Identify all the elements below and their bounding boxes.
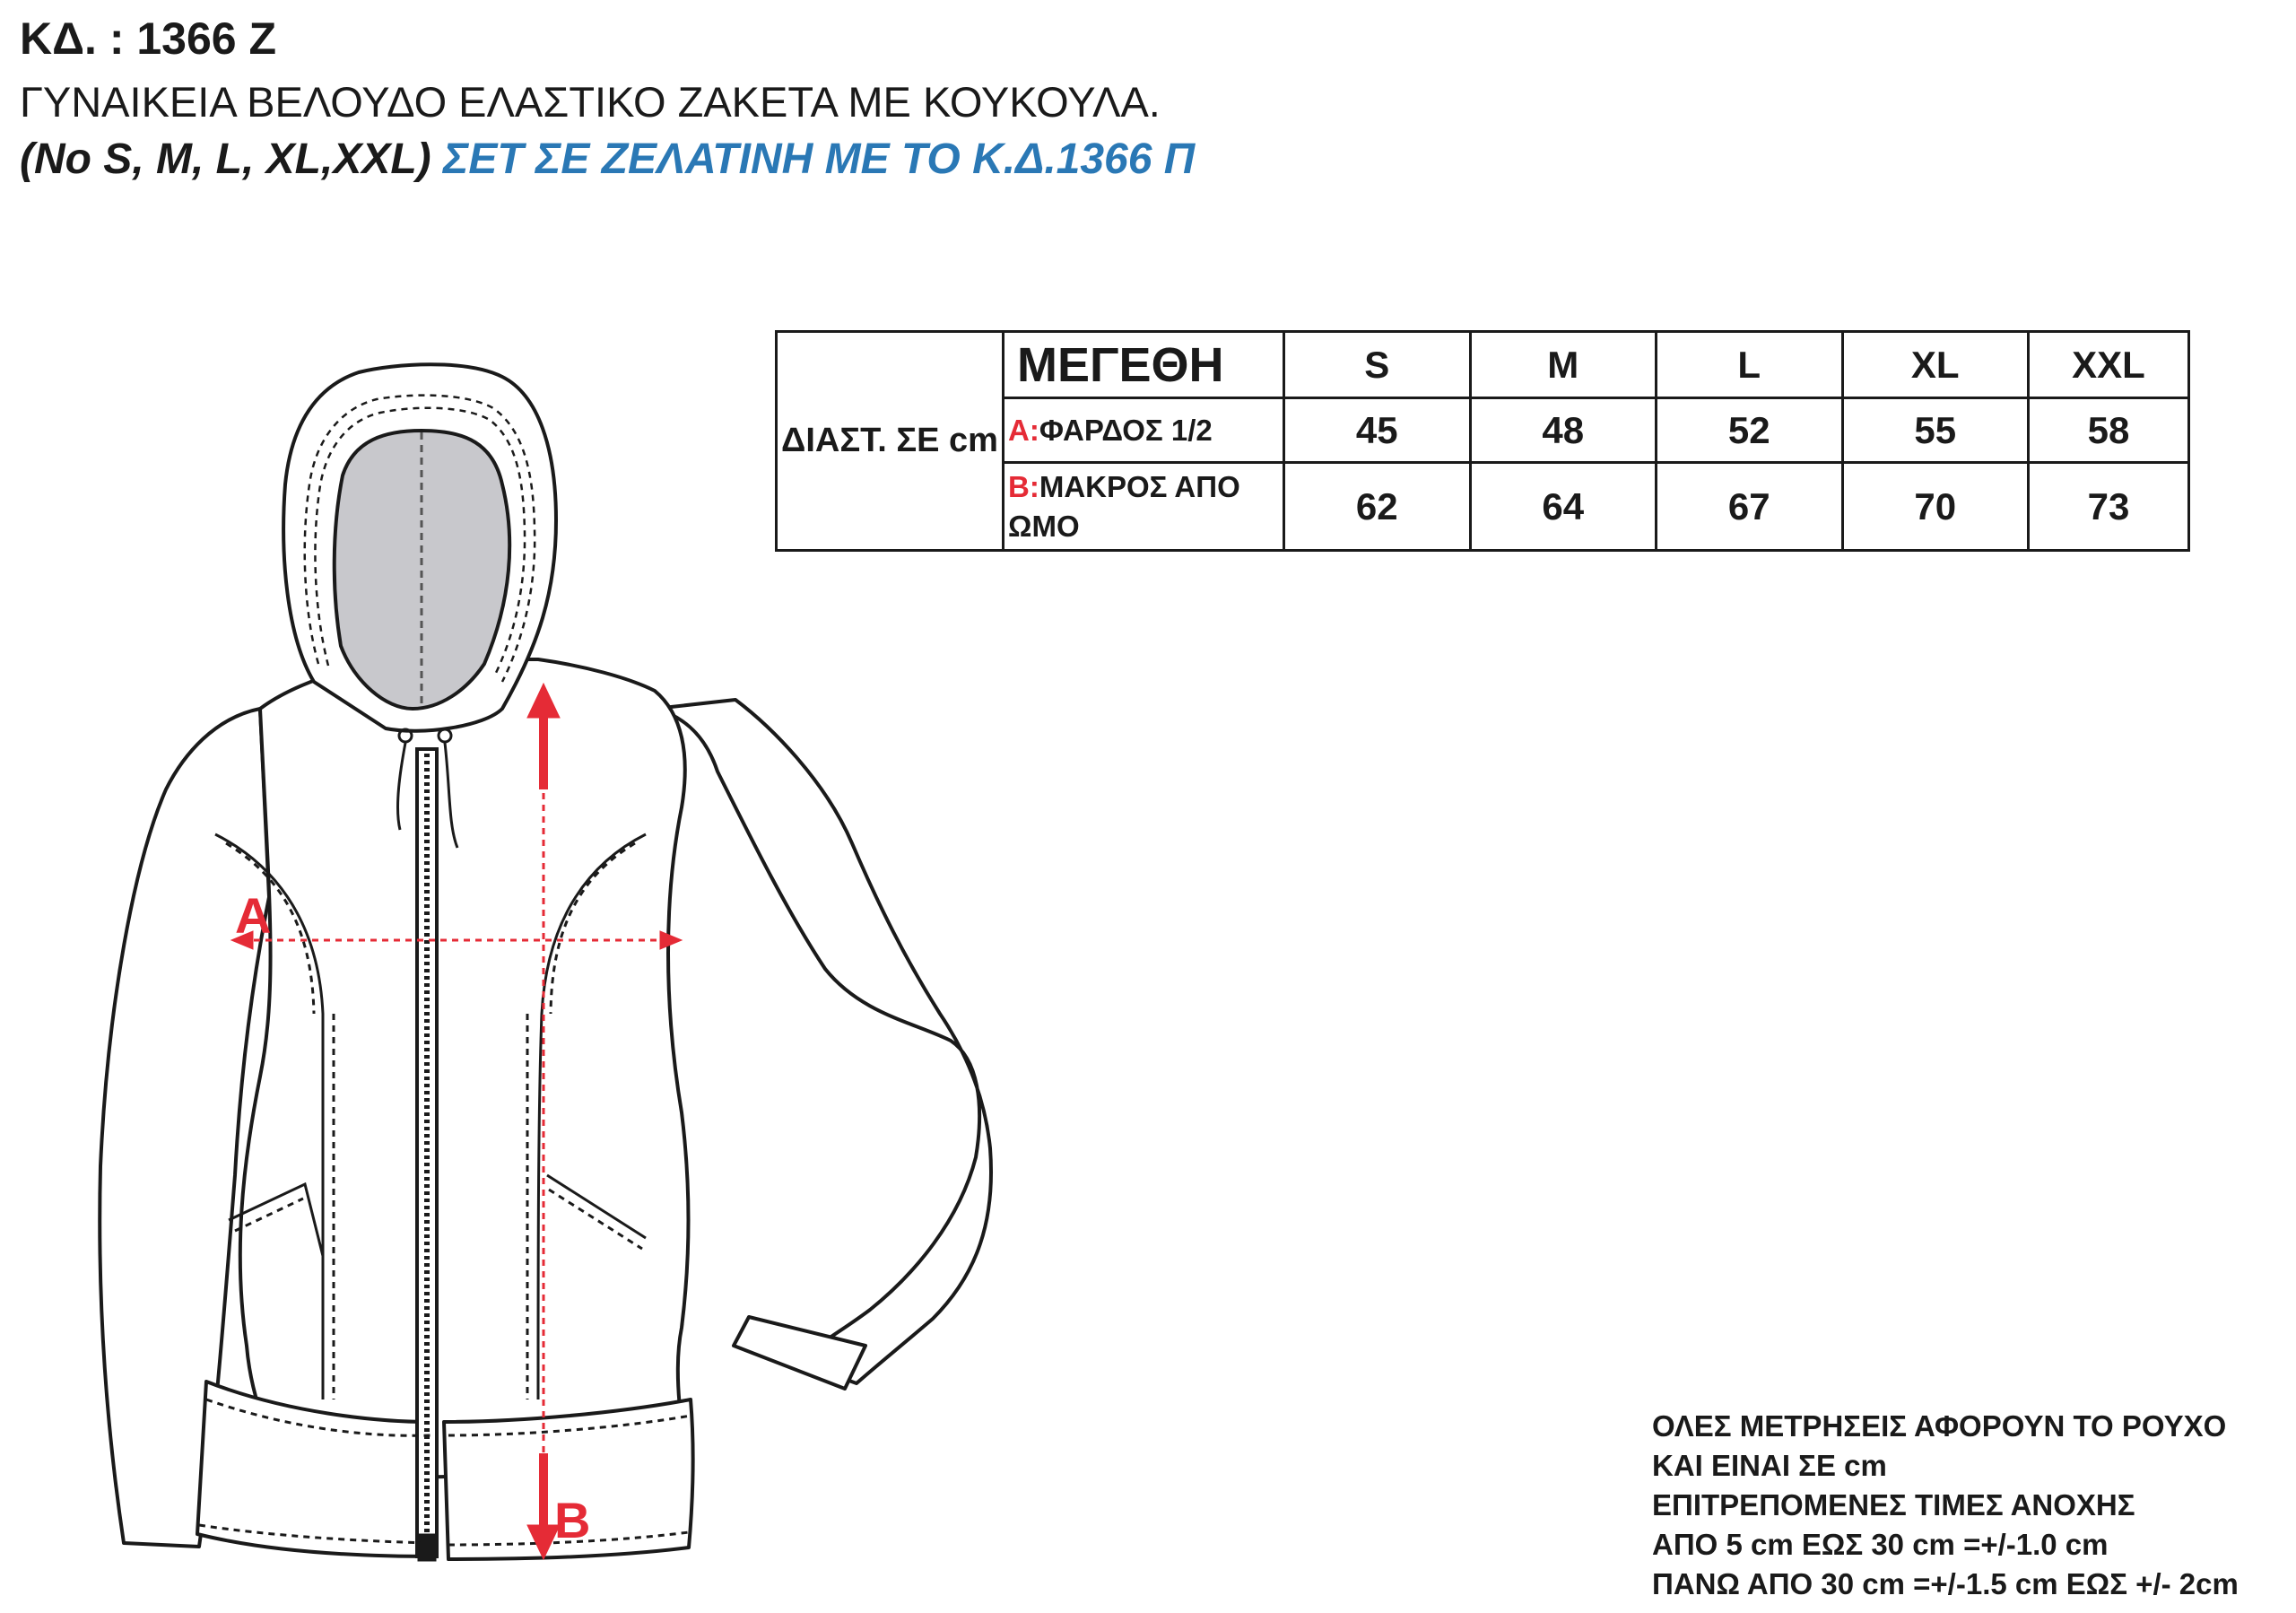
size-col-header: L bbox=[1657, 332, 1843, 398]
size-col-header: XXL bbox=[2029, 332, 2189, 398]
product-code: ΚΔ. : 1366 Ζ bbox=[20, 13, 277, 64]
table-cell: 45 bbox=[1284, 398, 1471, 463]
set-note: ΣΕΤ ΣΕ ΖΕΛΑΤΙΝΗ ΜΕ ΤΟ Κ.Δ.1366 Π bbox=[443, 135, 1196, 183]
table-cell: 70 bbox=[1842, 463, 2029, 551]
size-col-header: XL bbox=[1842, 332, 2029, 398]
size-col-header: S bbox=[1284, 332, 1471, 398]
table-cell: 52 bbox=[1657, 398, 1843, 463]
note-line: ΟΛΕΣ ΜΕΤΡΗΣΕΙΣ ΑΦΟΡΟΥΝ ΤΟ ΡΟΥΧΟ bbox=[1652, 1409, 2227, 1443]
row-letter: A: bbox=[1008, 413, 1039, 447]
table-cell: 62 bbox=[1284, 463, 1471, 551]
table-cell: 64 bbox=[1470, 463, 1657, 551]
table-cell: 48 bbox=[1470, 398, 1657, 463]
size-col-header: M bbox=[1470, 332, 1657, 398]
table-cell: 55 bbox=[1842, 398, 2029, 463]
table-cell: 67 bbox=[1657, 463, 1843, 551]
measure-a-label: A bbox=[235, 887, 272, 944]
size-header-label: ΜΕΓΕΘΗ bbox=[1004, 332, 1284, 398]
table-cell: 73 bbox=[2029, 463, 2189, 551]
sizes-range: (Νο S, M, L, XL,XXL) bbox=[20, 135, 431, 183]
note-line: ΚΑΙ ΕΙΝΑΙ ΣΕ cm bbox=[1652, 1449, 1887, 1482]
product-description: ΓΥΝΑΙΚΕΙΑ ΒΕΛΟΥΔΟ ΕΛΑΣΤΙΚΟ ΖΑΚΕΤΑ ΜΕ ΚΟΥΚΟΥΛΑ. bbox=[20, 78, 1161, 126]
table-cell: 58 bbox=[2029, 398, 2189, 463]
row-letter: B: bbox=[1008, 469, 1039, 503]
dimension-label: ΔΙΑΣΤ. ΣΕ cm bbox=[777, 332, 1004, 551]
jacket-body bbox=[240, 659, 691, 1480]
right-sleeve bbox=[655, 700, 991, 1383]
tolerance-notes bbox=[1652, 1407, 2239, 1604]
zipper bbox=[417, 749, 437, 1561]
row-name: ΦΑΡΔΟΣ 1/2 bbox=[1039, 413, 1213, 447]
note-line: ΕΠΙΤΡΕΠΟΜΕΝΕΣ ΤΙΜΕΣ ΑΝΟΧΗΣ bbox=[1652, 1488, 2135, 1521]
measure-b-label: B bbox=[554, 1492, 591, 1548]
note-line: ΑΠΟ 5 cm ΕΩΣ 30 cm =+/-1.0 cm bbox=[1652, 1528, 2109, 1561]
row-name: ΜΑΚΡΟΣ ΑΠΟ ΩΜΟ bbox=[1008, 469, 1240, 543]
note-line: ΠΑΝΩ ΑΠΟ 30 cm =+/-1.5 cm ΕΩΣ +/- 2cm bbox=[1652, 1567, 2239, 1600]
